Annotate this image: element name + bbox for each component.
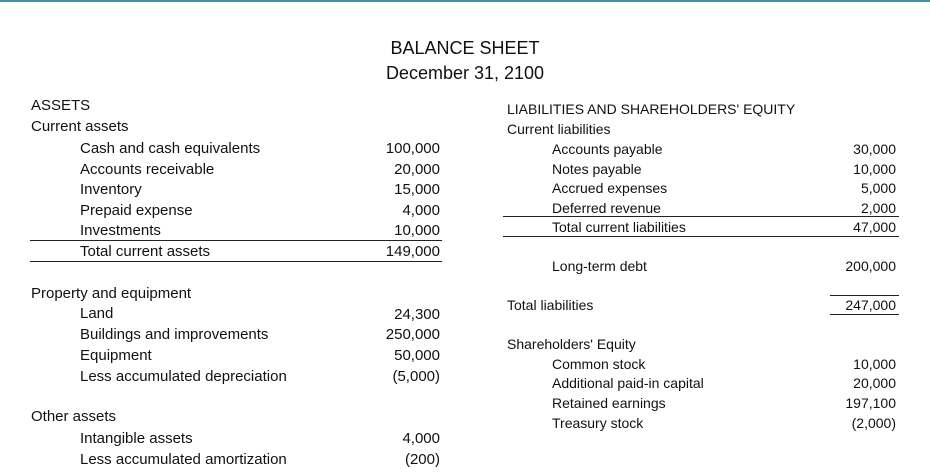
equity-value-common: 10,000 — [853, 356, 896, 372]
asset-value-cash: 100,000 — [385, 140, 440, 157]
total-liabilities-top-rule — [830, 295, 899, 296]
asset-label-inventory: Inventory — [80, 181, 142, 198]
total-liabilities-value: 247,000 — [845, 297, 896, 313]
total-liabilities-bottom-rule — [830, 314, 899, 315]
current-liabilities-heading: Current liabilities — [507, 121, 611, 137]
other-label-intangible: Intangible assets — [80, 430, 193, 447]
asset-value-receivable: 20,000 — [394, 161, 440, 178]
total-current-liabilities-value: 47,000 — [853, 219, 896, 235]
liability-value-payable: 30,000 — [853, 141, 896, 157]
property-value-buildings: 250,000 — [385, 326, 440, 343]
current-assets-top-rule — [30, 240, 442, 241]
asset-label-cash: Cash and cash equivalents — [80, 140, 261, 157]
current-liabilities-bottom-rule — [503, 236, 899, 237]
property-label-depreciation: Less accumulated depreciation — [80, 368, 287, 385]
asset-label-receivable: Accounts receivable — [80, 161, 215, 178]
liability-label-notes: Notes payable — [552, 161, 642, 177]
equity-label-retained: Retained earnings — [552, 395, 666, 411]
property-value-land: 24,300 — [394, 306, 440, 323]
property-label-buildings: Buildings and improvements — [80, 326, 269, 343]
property-heading: Property and equipment — [31, 285, 192, 302]
document-title: BALANCE SHEET — [390, 38, 540, 58]
current-liabilities-top-rule — [503, 216, 899, 217]
property-value-depreciation: (5,000) — [392, 368, 440, 385]
equity-value-retained: 197,100 — [845, 395, 896, 411]
other-value-amortization: (200) — [404, 451, 440, 468]
current-assets-heading: Current assets — [31, 118, 129, 135]
top-border-line — [0, 0, 930, 2]
total-current-liabilities-label: Total current liabilities — [552, 219, 686, 235]
other-label-amortization: Less accumulated amortization — [80, 451, 287, 468]
asset-value-inventory: 15,000 — [394, 181, 440, 198]
asset-value-investments: 10,000 — [394, 222, 440, 239]
equity-value-apic: 20,000 — [853, 375, 896, 391]
liability-value-deferred: 2,000 — [860, 200, 896, 216]
liability-label-deferred: Deferred revenue — [552, 200, 661, 216]
asset-value-prepaid: 4,000 — [402, 202, 440, 219]
equity-label-common: Common stock — [552, 356, 646, 372]
total-current-assets-label: Total current assets — [80, 243, 211, 260]
asset-label-prepaid: Prepaid expense — [80, 202, 193, 219]
long-term-debt-label: Long-term debt — [552, 258, 647, 274]
other-assets-heading: Other assets — [31, 408, 117, 425]
property-value-equipment: 50,000 — [394, 347, 440, 364]
total-current-assets-value: 149,000 — [385, 243, 440, 260]
long-term-debt-value: 200,000 — [845, 258, 896, 274]
total-liabilities-label: Total liabilities — [507, 297, 594, 313]
liability-label-payable: Accounts payable — [552, 141, 663, 157]
liabilities-heading: LIABILITIES AND SHAREHOLDERS' EQUITY — [507, 101, 796, 117]
liability-value-notes: 10,000 — [853, 161, 896, 177]
other-value-intangible: 4,000 — [402, 430, 440, 447]
liability-value-accrued: 5,000 — [860, 180, 896, 196]
equity-heading: Shareholders' Equity — [507, 336, 636, 352]
equity-value-treasury: (2,000) — [851, 415, 896, 431]
liability-label-accrued: Accrued expenses — [552, 180, 668, 196]
document-date: December 31, 2100 — [385, 63, 545, 83]
equity-label-treasury: Treasury stock — [552, 415, 644, 431]
equity-label-apic: Additional paid-in capital — [552, 375, 704, 391]
property-label-equipment: Equipment — [80, 347, 152, 364]
current-assets-bottom-rule — [30, 261, 442, 262]
asset-label-investments: Investments — [80, 222, 161, 239]
assets-heading: ASSETS — [31, 97, 91, 114]
property-label-land: Land — [80, 305, 114, 322]
